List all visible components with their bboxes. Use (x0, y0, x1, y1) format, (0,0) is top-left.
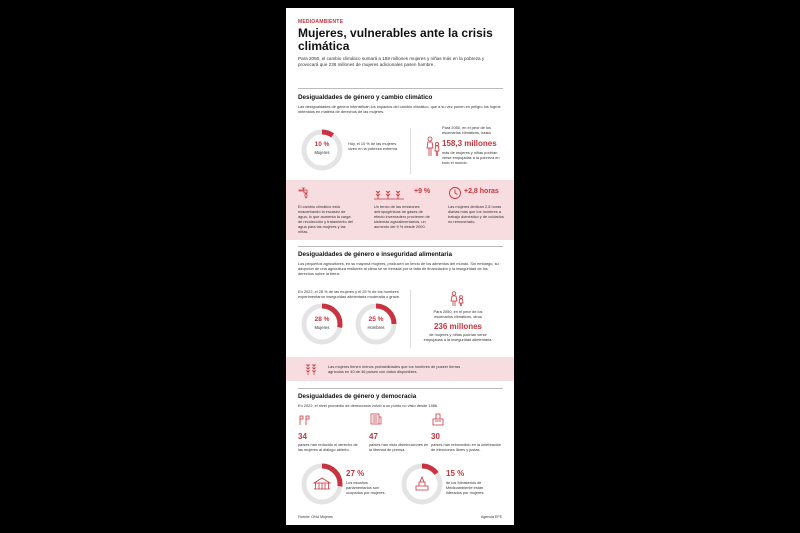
stat-value: 34 (298, 432, 307, 441)
page-title: Mujeres, vulnerables ante la crisis climática (298, 26, 493, 53)
ring-label: Mujeres (314, 150, 330, 155)
section1-intro: Las desigualdades de género intensifican los impactos del cambio climático, que a su vez ponen en peligro los logros obtenidos en materia de derechos de las mujeres. (298, 104, 501, 114)
ring-chart-ministers (400, 462, 444, 506)
poverty-text: Hoy, el 10 % de las mujeres viven en la pobreza extrema. (348, 141, 398, 151)
minister-icon (416, 477, 428, 490)
ring-percent: 10 % (314, 141, 330, 148)
woman-girl-icon (426, 136, 440, 158)
section2-intro: Los pequeños agricultores, en su mayoría mujeres, producen un tercio de los alimentos del mundo. Sin embargo, su adopción de una agricultura resiliente al clima se ve frenada por la falta de financiación y la inseguridad de los derechos sobre la tierra. (298, 261, 499, 276)
climate-band (286, 180, 514, 240)
divider (410, 128, 411, 174)
source-credit: Fuente: ONU Mujeres (298, 515, 333, 519)
ring-chart-parliament (300, 462, 344, 506)
lead-paragraph: Para 2050, el cambio climático sumará a 158 millones mujeres y niñas más en la pobreza y provocará que 236 millones de mujeres adicionales pasen hambre. (298, 56, 485, 68)
wheat-icon (304, 362, 318, 376)
section3-intro: En 2022, el nivel promedio de democracia volvió a un punto no visto desde 1986. (298, 403, 439, 408)
band-value-hours: +2,8 horas (464, 188, 499, 195)
ring-chart-poverty (300, 128, 344, 172)
stat2-big: 236 millones (433, 322, 483, 331)
ring-percent: 28 % (314, 316, 330, 323)
band-text-hours: Las mujeres dedican 2,8 horas diarias más que los hombres a trabajo doméstico y de cuidados no remunerado. (448, 204, 504, 224)
ring-label: Mujeres (314, 325, 330, 330)
infographic-page (286, 8, 514, 525)
stat1-post: más de mujeres y niñas podrían verse empujadas a la pobreza en todo el mundo. (442, 150, 500, 165)
crops-icon (374, 186, 406, 200)
water-faucet-icon (298, 186, 312, 200)
agency-credit: Agencia EFE (481, 515, 502, 519)
divider (298, 388, 503, 389)
stat-value: 47 (369, 432, 378, 441)
stat1-big: 158,3 millones (442, 139, 497, 148)
stat2-pre: Para 2050, en el peor de los escenarios climáticos, otros (433, 309, 483, 319)
land-band-text: Las mujeres tienen menos probabilidades que los hombres de poseer tierras agrícolas en 40 de 46 países con datos disponibles. (328, 364, 461, 374)
stat2-post: de mujeres y niñas podrían verse empujadas a la inseguridad alimentaria. (423, 332, 493, 342)
section2-heading: Desigualdades de género e inseguridad alimentaria (298, 251, 452, 258)
stat-text: países han visto disminuciones en la libertad de prensa. (369, 442, 429, 452)
food-rings-caption: En 2022, el 28 % de las mujeres y el 25 % de los hombres experimentaron inseguridad alimentaria moderada o grave. (298, 289, 401, 299)
ring-chart-women (300, 302, 344, 346)
ballot-box-icon (431, 412, 445, 426)
divider (298, 88, 503, 89)
ring-text: de los Ministerios de Medioambiente están liderados por mujeres. (446, 480, 485, 495)
ring-text: Los escaños parlamentarios son ocupados por mujeres. (346, 480, 386, 495)
section3-heading: Desigualdades de género y democracia (298, 393, 417, 400)
clock-icon (448, 186, 462, 200)
band-value-emissions: +9 % (414, 188, 431, 195)
ring-percent: 25 % (368, 316, 384, 323)
section1-heading: Desigualdades de género y cambio climático (298, 94, 433, 101)
stat1-pre: Para 2050, en el peor de los escenarios climáticos, hasta (442, 125, 491, 135)
land-band (286, 357, 514, 381)
woman-girl-icon (450, 291, 464, 307)
kicker: MEDIOAMBIENTE (298, 19, 344, 25)
divider (410, 290, 411, 348)
parliament-icon (314, 478, 330, 489)
stat-value: 30 (431, 432, 440, 441)
ring-label: Hombres (367, 325, 385, 330)
ring-chart-men (354, 302, 398, 346)
ring-percent: 15 % (446, 469, 465, 478)
ring-percent: 27 % (346, 469, 365, 478)
stat-text: países han reducido el derecho de las mujeres al diálogo abierto. (298, 442, 358, 452)
band-text-water: El cambio climático está exacerbando la escasez de agua, lo que aumenta la carga de recolección y tratamiento del agua para las mujeres y las niñas. (298, 204, 353, 234)
newspaper-icon (369, 412, 383, 426)
stat-text: países han retrocedido en la celebración de elecciones libres y justas. (431, 442, 502, 452)
divider (298, 246, 503, 247)
band-text-emissions: Un tercio de las emisiones antropogénicas de gases de efecto invernadero provienen de sistemas agroalimentarios, un aumento del 9 % desde 2000. (374, 204, 430, 229)
raised-fists-icon (298, 412, 312, 426)
